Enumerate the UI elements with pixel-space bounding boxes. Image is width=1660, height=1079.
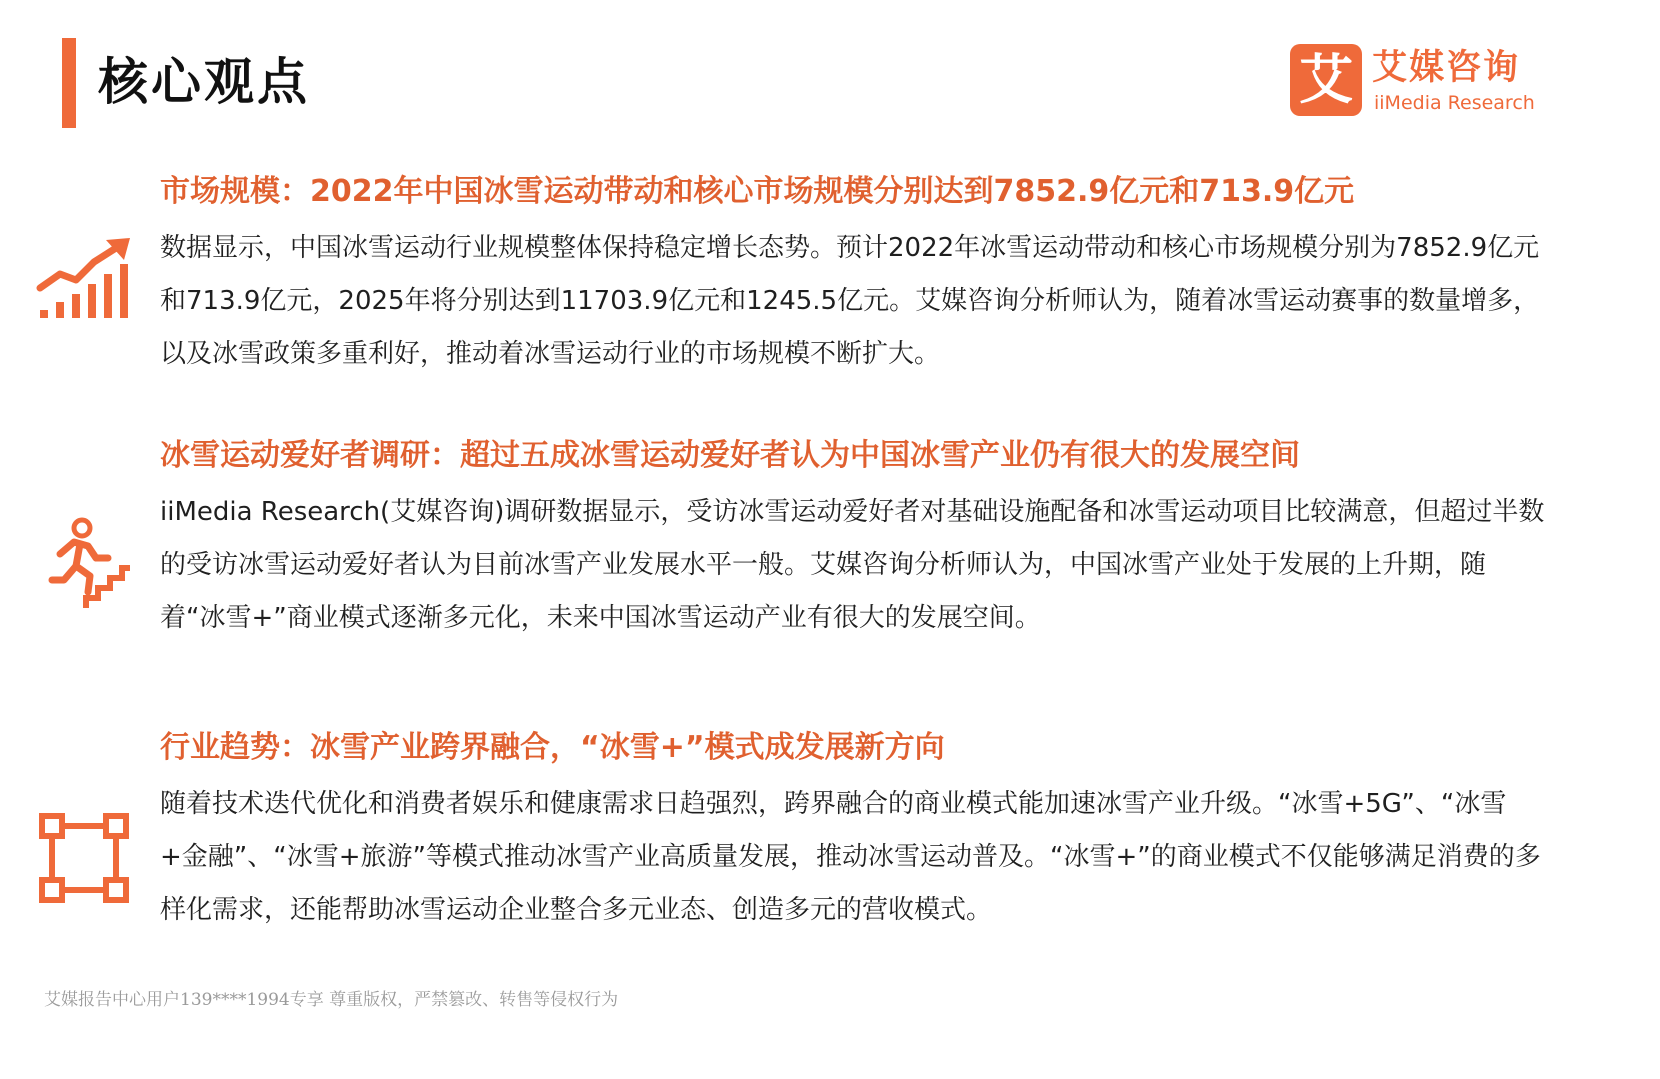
page-title: 核心观点 — [98, 53, 310, 111]
section-body: iiMedia Research(艾媒咨询)调研数据显示，受访冰雪运动爱好者对基础设施配备和冰雪运动项目比较满意，但超过半数的受访冰雪运动爱好者认为目前冰雪产业发展水平一般。艾媒咨询分析师认为，中国冰雪产业处于发展的上升期，随着“冰雪+”商业模式逐渐多元化，未来中国冰雪运动产业有很大的发展空间。 — [160, 497, 1545, 633]
section-heading: 冰雪运动爱好者调研：超过五成冰雪运动爱好者认为中国冰雪产业仍有很大的发展空间 — [160, 438, 1300, 473]
title-accent-bar — [62, 38, 76, 128]
connected-nodes-icon — [36, 810, 132, 906]
brand-logo — [1290, 44, 1540, 118]
section-heading: 市场规模：2022年中国冰雪运动带动和核心市场规模分别达到7852.9亿元和713.9亿元 — [160, 174, 1355, 209]
section-market-size — [160, 172, 1560, 381]
section-body: 数据显示，中国冰雪运动行业规模整体保持稳定增长态势。预计2022年冰雪运动带动和核心市场规模分别为7852.9亿元和713.9亿元，2025年将分别达到11703.9亿元和1245.5亿元。艾媒咨询分析师认为，随着冰雪运动赛事的数量增多，以及冰雪政策多重利好，推动着冰雪运动行业的市场规模不断扩大。 — [160, 233, 1540, 369]
person-climbing-stairs-icon — [36, 514, 132, 610]
logo-mark: 艾 — [1290, 44, 1362, 116]
section-body: 随着技术迭代优化和消费者娱乐和健康需求日趋强烈，跨界融合的商业模式能加速冰雪产业升级。“冰雪+5G”、“冰雪+金融”、“冰雪+旅游”等模式推动冰雪产业高质量发展，推动冰雪运动普及。“冰雪+”的商业模式不仅能够满足消费的多样化需求，还能帮助冰雪运动企业整合多元业态、创造多元的营收模式。 — [160, 789, 1541, 925]
section-enthusiast-survey — [160, 436, 1560, 645]
logo-name-cn: 艾媒咨询 — [1372, 48, 1521, 88]
section-industry-trend — [160, 728, 1560, 937]
copyright-footer: 艾媒报告中心用户139****1994专享 尊重版权，严禁篡改、转售等侵权行为 — [44, 990, 619, 1010]
logo-name-en: iiMedia Research — [1374, 92, 1535, 114]
section-heading: 行业趋势：冰雪产业跨界融合，“冰雪+”模式成发展新方向 — [160, 730, 945, 765]
growth-chart-icon — [36, 232, 132, 328]
